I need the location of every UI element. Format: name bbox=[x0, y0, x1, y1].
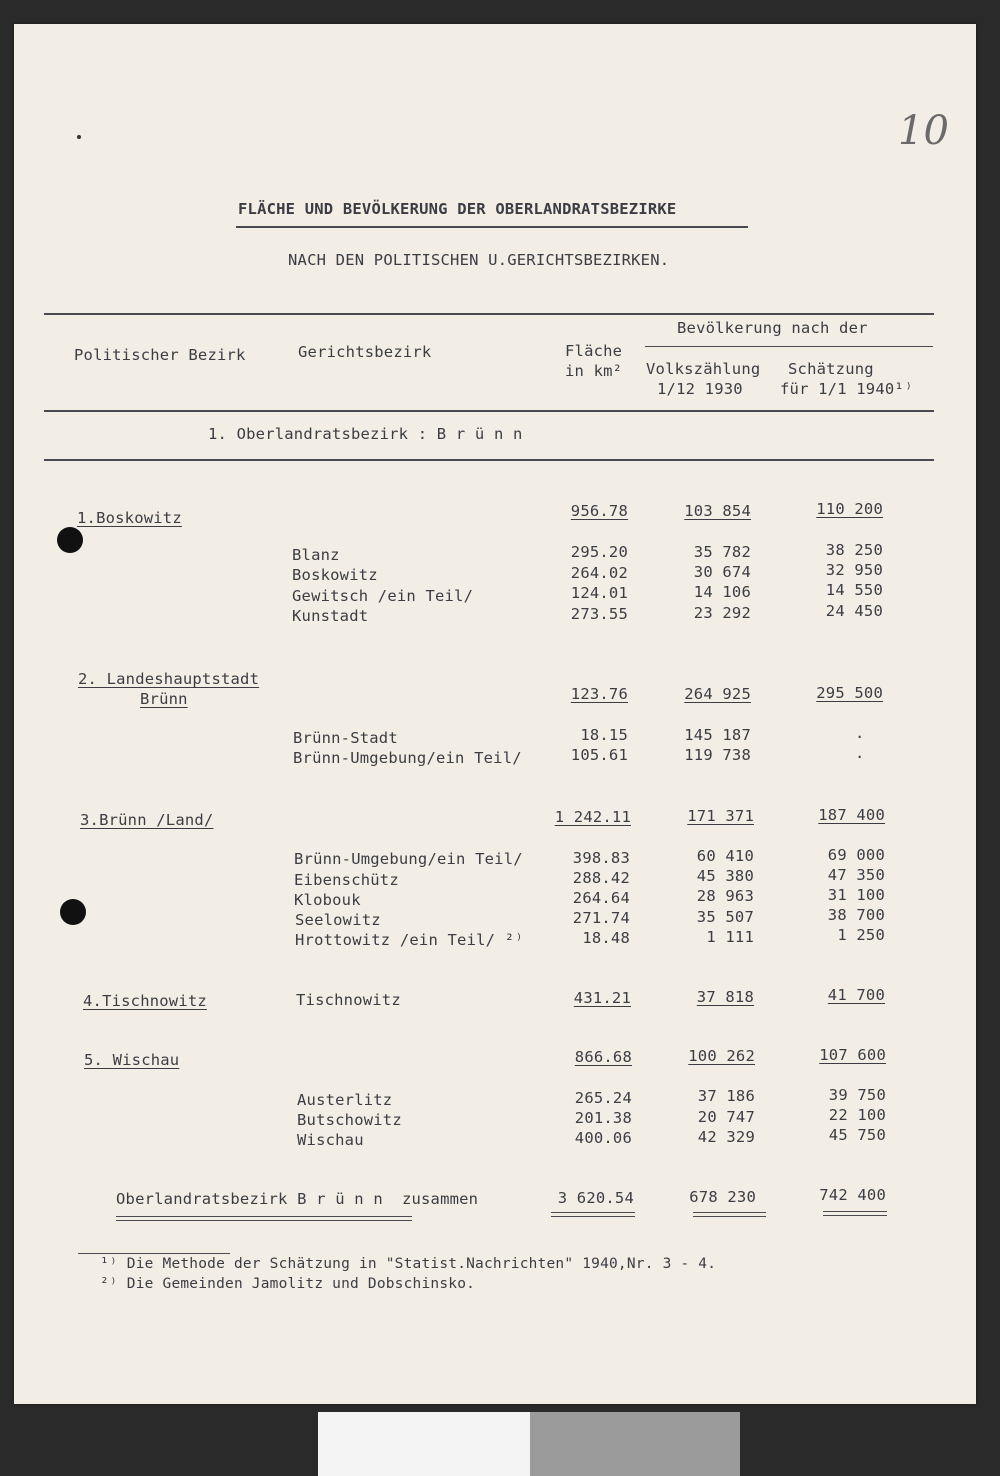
court-name: Brünn-Umgebung/ein Teil/ bbox=[294, 850, 523, 868]
district-flaeche: 956.78 bbox=[570, 502, 628, 520]
district-name: 5. Wischau bbox=[84, 1051, 180, 1069]
punch-hole-bottom bbox=[60, 899, 86, 925]
district-name: 4.Tischnowitz bbox=[83, 992, 207, 1010]
court-name: Kunstadt bbox=[292, 607, 369, 625]
total-label: Oberlandratsbezirk B r ü n n zusammen bbox=[116, 1190, 479, 1208]
header-flaeche-unit: in km² bbox=[565, 362, 623, 380]
district-flaeche: 866.68 bbox=[574, 1048, 632, 1066]
scan-calibration-strip-gray bbox=[530, 1412, 740, 1476]
court-schaetzung: 24 450 bbox=[825, 602, 883, 620]
district-name: 3.Brünn /Land/ bbox=[80, 811, 214, 829]
court-flaeche: 265.24 bbox=[574, 1089, 632, 1107]
page-title: FLÄCHE UND BEVÖLKERUNG DER OBERLANDRATSBEZIRKE bbox=[238, 200, 677, 218]
court-volkszaehlung: 119 738 bbox=[684, 746, 751, 764]
court-flaeche: 288.42 bbox=[572, 869, 630, 887]
handwritten-page-number: 10 bbox=[898, 108, 949, 154]
total-vz-underline-2 bbox=[693, 1216, 766, 1217]
footnote-separator bbox=[78, 1253, 230, 1254]
title-underline bbox=[236, 226, 748, 228]
section-bottom-rule bbox=[44, 459, 934, 461]
district-volkszaehlung: 103 854 bbox=[684, 502, 751, 520]
district-volkszaehlung: 37 818 bbox=[696, 988, 754, 1006]
header-politischer-bezirk: Politischer Bezirk bbox=[74, 346, 246, 364]
court-schaetzung: 69 000 bbox=[827, 846, 885, 864]
total-label-double-underline bbox=[116, 1216, 412, 1217]
district-schaetzung: 41 700 bbox=[827, 986, 885, 1004]
court-flaeche: 264.64 bbox=[572, 889, 630, 907]
court-schaetzung: 31 100 bbox=[827, 886, 885, 904]
court-name: Klobouk bbox=[294, 891, 361, 909]
court-name: Hrottowitz /ein Teil/ ²⁾ bbox=[295, 931, 524, 949]
total-sch-underline-2 bbox=[823, 1215, 887, 1216]
district-schaetzung: 295 500 bbox=[816, 684, 883, 702]
district-schaetzung: 187 400 bbox=[818, 806, 885, 824]
court-volkszaehlung: 28 963 bbox=[696, 887, 754, 905]
court-name: Eibenschütz bbox=[294, 871, 399, 889]
total-vz-underline bbox=[693, 1212, 766, 1213]
header-schaetzung-date: für 1/1 1940¹⁾ bbox=[780, 380, 914, 398]
court-name: Austerlitz bbox=[297, 1091, 393, 1109]
total-flaeche: 3 620.54 bbox=[557, 1189, 634, 1207]
header-top-rule bbox=[44, 313, 934, 315]
district-volkszaehlung: 100 262 bbox=[688, 1047, 755, 1065]
court-volkszaehlung: 37 186 bbox=[697, 1087, 755, 1105]
header-bev-rule bbox=[645, 346, 933, 347]
ink-dot bbox=[77, 135, 81, 139]
court-schaetzung: 38 250 bbox=[825, 541, 883, 559]
total-sch-underline bbox=[823, 1211, 887, 1212]
court-flaeche: 271.74 bbox=[572, 909, 630, 927]
court-flaeche: 273.55 bbox=[570, 605, 628, 623]
court-flaeche: 201.38 bbox=[574, 1109, 632, 1127]
court-schaetzung: 39 750 bbox=[828, 1086, 886, 1104]
header-volkszaehlung: Volkszählung bbox=[646, 360, 761, 378]
court-volkszaehlung: 1 111 bbox=[706, 928, 754, 946]
court-volkszaehlung: 35 782 bbox=[693, 543, 751, 561]
court-schaetzung: 14 550 bbox=[825, 581, 883, 599]
header-flaeche: Fläche bbox=[565, 342, 623, 360]
total-flaeche-underline bbox=[551, 1212, 635, 1213]
court-flaeche: 398.83 bbox=[572, 849, 630, 867]
header-bottom-rule bbox=[44, 410, 934, 412]
court-name: Blanz bbox=[292, 546, 340, 564]
court-name: Brünn-Stadt bbox=[293, 729, 398, 747]
court-name: Tischnowitz bbox=[296, 991, 401, 1009]
district-name-cont: Brünn bbox=[140, 690, 188, 708]
court-name: Gewitsch /ein Teil/ bbox=[292, 587, 474, 605]
district-flaeche: 1 242.11 bbox=[554, 808, 631, 826]
footnote-2: ²⁾ Die Gemeinden Jamolitz und Dobschinsko. bbox=[100, 1276, 476, 1292]
district-flaeche: 123.76 bbox=[570, 685, 628, 703]
total-volkszaehlung: 678 230 bbox=[689, 1188, 756, 1206]
total-schaetzung: 742 400 bbox=[819, 1186, 886, 1204]
court-name: Brünn-Umgebung/ein Teil/ bbox=[293, 749, 522, 767]
court-flaeche: 18.15 bbox=[580, 726, 628, 744]
court-name: Wischau bbox=[297, 1131, 364, 1149]
court-volkszaehlung: 35 507 bbox=[696, 908, 754, 926]
district-name: 2. Landeshauptstadt bbox=[78, 670, 260, 688]
court-flaeche: 105.61 bbox=[570, 746, 628, 764]
court-volkszaehlung: 45 380 bbox=[696, 867, 754, 885]
court-volkszaehlung: 60 410 bbox=[696, 847, 754, 865]
district-schaetzung: 107 600 bbox=[819, 1046, 886, 1064]
court-schaetzung: 47 350 bbox=[827, 866, 885, 884]
court-flaeche: 124.01 bbox=[570, 584, 628, 602]
court-name: Seelowitz bbox=[295, 911, 381, 929]
header-gerichtsbezirk: Gerichtsbezirk bbox=[298, 343, 432, 361]
court-volkszaehlung: 14 106 bbox=[693, 583, 751, 601]
section-title: 1. Oberlandratsbezirk : B r ü n n bbox=[208, 425, 523, 443]
district-name: 1.Boskowitz bbox=[77, 509, 182, 527]
header-bevoelkerung: Bevölkerung nach der bbox=[677, 319, 868, 337]
court-schaetzung: 38 700 bbox=[827, 906, 885, 924]
page-subtitle: NACH DEN POLITISCHEN U.GERICHTSBEZIRKEN. bbox=[288, 251, 670, 269]
court-schaetzung: 22 100 bbox=[828, 1106, 886, 1124]
header-volkszaehlung-date: 1/12 1930 bbox=[657, 380, 743, 398]
court-flaeche: 264.02 bbox=[570, 564, 628, 582]
court-volkszaehlung: 30 674 bbox=[693, 563, 751, 581]
court-flaeche: 400.06 bbox=[574, 1129, 632, 1147]
court-schaetzung: 1 250 bbox=[837, 926, 885, 944]
court-schaetzung: 32 950 bbox=[825, 561, 883, 579]
court-volkszaehlung: 145 187 bbox=[684, 726, 751, 744]
court-volkszaehlung: 20 747 bbox=[697, 1108, 755, 1126]
court-name: Boskowitz bbox=[292, 566, 378, 584]
total-flaeche-underline-2 bbox=[551, 1216, 635, 1217]
court-name: Butschowitz bbox=[297, 1111, 402, 1129]
court-volkszaehlung: 42 329 bbox=[697, 1128, 755, 1146]
court-schaetzung: . bbox=[855, 724, 865, 742]
header-schaetzung: Schätzung bbox=[788, 360, 874, 378]
court-volkszaehlung: 23 292 bbox=[693, 604, 751, 622]
total-label-double-underline-2 bbox=[116, 1220, 412, 1221]
court-flaeche: 295.20 bbox=[570, 543, 628, 561]
district-flaeche: 431.21 bbox=[573, 989, 631, 1007]
footnote-1: ¹⁾ Die Methode der Schätzung in "Statist.Nachrichten" 1940,Nr. 3 - 4. bbox=[100, 1256, 717, 1272]
court-schaetzung: . bbox=[855, 744, 865, 762]
court-schaetzung: 45 750 bbox=[828, 1126, 886, 1144]
punch-hole-top bbox=[57, 527, 83, 553]
scan-calibration-strip-white bbox=[318, 1412, 530, 1476]
district-schaetzung: 110 200 bbox=[816, 500, 883, 518]
district-volkszaehlung: 264 925 bbox=[684, 685, 751, 703]
court-flaeche: 18.48 bbox=[582, 929, 630, 947]
district-volkszaehlung: 171 371 bbox=[687, 807, 754, 825]
